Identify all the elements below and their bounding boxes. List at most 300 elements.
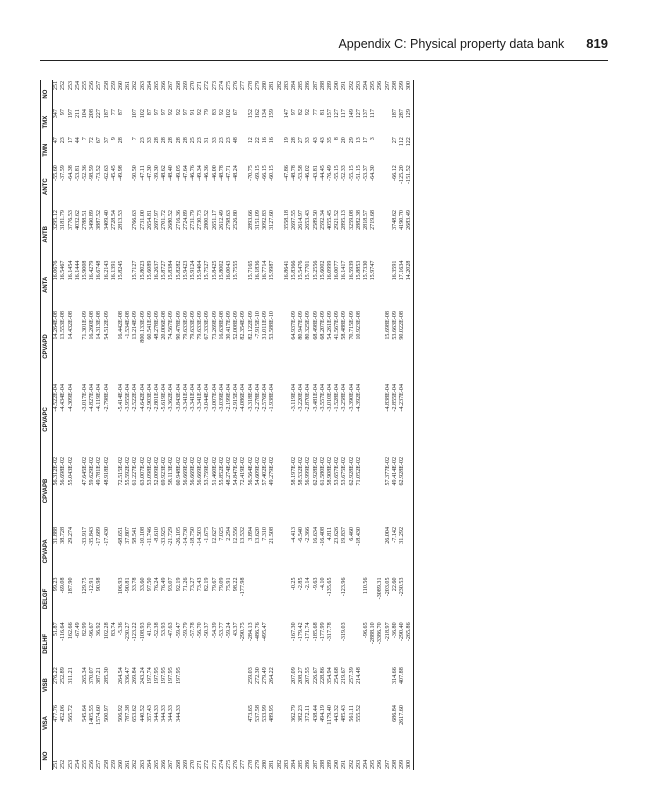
table-cell: 254 (74, 759, 81, 769)
table-cell: 29 (348, 137, 355, 144)
table-cell: 60.541E-09 (146, 311, 153, 340)
table-cell: 292 (348, 81, 355, 91)
table-cell: 77 (110, 109, 117, 116)
table-cell: 207.09 (290, 667, 297, 684)
table-cell (385, 209, 392, 259)
table-cell: 149 (348, 109, 355, 119)
table-cell: 12.556 (233, 527, 240, 544)
column-header: CPVAPA (43, 539, 49, 564)
table-cell: -47.71 (226, 165, 233, 181)
table-cell: 16.1836 (254, 260, 261, 281)
table-cell (284, 526, 291, 576)
table-cell: 2589.50 (312, 210, 319, 230)
table-cell: 16.638E-08 (218, 311, 225, 340)
table-cell: -48.78 (290, 165, 297, 181)
table-cell: 25 (190, 137, 197, 144)
table-cell: -4.522E-04 (53, 383, 60, 412)
table-cell: 23 (218, 137, 225, 144)
table-cell: 47 (53, 137, 60, 144)
table-cell: -52.36 (82, 165, 89, 181)
table-cell: -96.67 (89, 622, 96, 639)
table-cell: 372.11 (305, 705, 312, 722)
table-cell: 344.33 (175, 705, 182, 722)
table-cell: -8.610 (154, 527, 161, 543)
table-cell: -1.528E-04 (334, 383, 341, 412)
table-cell: -90.81 (125, 577, 132, 594)
table-cell (277, 260, 284, 310)
table-cell: 282 (276, 759, 283, 769)
table-cell: 28 (161, 137, 168, 144)
table-cell: 253 (67, 81, 74, 91)
table-cell: -16.408 (319, 527, 326, 546)
table-cell: 264.54 (118, 667, 125, 684)
table-cell (363, 666, 370, 704)
table-cell: -14.503 (197, 527, 204, 546)
column-header: VISB (43, 678, 49, 693)
table-cell (75, 576, 82, 621)
table-cell (75, 383, 82, 456)
table-cell: 268 (175, 759, 182, 769)
table-cell: 314.66 (391, 667, 398, 684)
table-cell: 259 (110, 759, 117, 769)
table-cell: 214.48 (355, 667, 362, 684)
table-cell (406, 704, 414, 742)
table-cell (219, 666, 226, 704)
table-cell: 2766.63 (132, 210, 139, 230)
table-cell: 2798.63 (226, 210, 233, 230)
table-cell: 58.113E-02 (168, 456, 175, 486)
table-cell: 122 (406, 137, 413, 147)
table-cell: -2.855E-04 (391, 383, 398, 412)
property-data-table (40, 80, 414, 770)
table-row (226, 80, 233, 770)
table-cell: -64.38 (67, 165, 74, 181)
table-cell: -98.59 (89, 165, 96, 181)
table-cell: 13.553E-08 (60, 311, 67, 340)
table-cell: 3151.09 (254, 210, 261, 230)
table-cell: -76.49 (326, 165, 333, 181)
table-cell: 82.19 (204, 577, 211, 592)
table-cell: -46.00 (211, 165, 218, 181)
table-cell: -4.086E-04 (240, 383, 247, 412)
table-cell: 7.310 (262, 527, 269, 541)
table-cell: 2818.57 (362, 210, 369, 230)
table-cell (334, 621, 341, 666)
table-cell: 3748.62 (391, 210, 398, 230)
table-cell: 27 (391, 137, 398, 144)
table-cell: 280 (262, 81, 269, 91)
table-cell: 274 (218, 81, 225, 91)
table-cell: -26.105 (175, 527, 182, 546)
table-cell: 129 (406, 109, 413, 119)
table-cell (356, 576, 363, 621)
table-cell: 13.620 (254, 527, 261, 544)
table-cell: 262 (132, 759, 139, 769)
table-cell: 296 (377, 81, 384, 91)
running-title: Appendix C: Physical property data bank (338, 37, 565, 51)
table-cell: -4.392E-04 (355, 383, 362, 412)
table-cell (277, 108, 284, 136)
table-cell: 56.312E-02 (53, 456, 60, 486)
table-cell: 251 (53, 759, 60, 769)
table-cell: 2614.97 (298, 210, 305, 230)
table-cell: -1.675 (204, 527, 211, 543)
table-cell: 258 (103, 81, 110, 91)
table-cell: -68.651 (118, 527, 125, 546)
table-cell: 49.414E-02 (391, 456, 398, 486)
table-cell (363, 456, 370, 526)
table-cell (385, 136, 392, 164)
table-cell: 62.928E-02 (312, 456, 319, 486)
table-cell: 67.333E-09 (204, 311, 211, 340)
table-cell: 489.95 (269, 705, 276, 722)
table-cell: 2719.68 (370, 210, 377, 230)
table-cell: 56.669E-02 (190, 456, 197, 486)
table-cell: 500.97 (103, 705, 110, 722)
table-cell: -66.15 (262, 165, 269, 181)
table-cell: 279.49 (262, 667, 269, 684)
table-cell: 97 (290, 109, 297, 116)
table-cell: 77 (312, 109, 319, 116)
table-cell: -1.938E-04 (269, 383, 276, 412)
table-cell: 282 (276, 81, 283, 91)
table-row (248, 80, 255, 770)
table-cell: 80.325E-09 (305, 311, 312, 340)
table-cell: 277 (240, 81, 247, 91)
table-cell: 56.698E-02 (60, 456, 67, 486)
table-cell: -60.15 (269, 165, 276, 181)
table-cell: 48.274E-02 (226, 456, 233, 486)
table-row (219, 80, 226, 770)
table-cell: 56.999E-02 (305, 456, 312, 486)
table-cell: 3 (370, 137, 377, 141)
table-cell: 252.89 (60, 667, 67, 684)
table-cell: 257.39 (348, 667, 355, 684)
table-cell: -125.20 (398, 165, 405, 184)
table-cell: 6.460 (348, 527, 355, 541)
table-cell: 110.56 (362, 577, 369, 595)
table-cell: -179.42 (298, 622, 305, 642)
table-cell: 14.264E-08 (53, 311, 60, 340)
table-cell: 13.532 (240, 527, 247, 544)
table-cell (377, 108, 384, 136)
table-cell: -55.60 (53, 165, 60, 181)
table-cell: -11.746 (146, 527, 153, 546)
table-cell (363, 704, 370, 742)
table-cell: 51.460E-02 (211, 456, 218, 486)
table-cell: 561.11 (348, 705, 355, 722)
table-cell: 47.645E-02 (82, 456, 89, 486)
table-cell: -284.13 (247, 622, 254, 642)
table-cell: 477.76 (53, 705, 60, 722)
table-row (399, 80, 406, 770)
table-frame (40, 80, 608, 770)
table-cell: 311.21 (67, 667, 74, 684)
table-cell (377, 136, 384, 164)
table-cell (406, 456, 414, 526)
table-cell: 73.269E-09 (211, 311, 218, 340)
table-cell: -3.955E-04 (125, 383, 132, 412)
table-cell: -51.15 (355, 165, 362, 181)
table-cell: 14.2028 (406, 260, 413, 281)
table-cell (363, 310, 370, 383)
table-cell: -230.27 (125, 622, 132, 642)
table-row (392, 80, 399, 770)
table-cell: -3.010E-04 (326, 383, 333, 412)
table-cell: 347 (53, 109, 60, 119)
table-cell: 2612.49 (218, 210, 225, 230)
table-cell: 265 (154, 81, 161, 91)
table-cell: 104 (82, 109, 89, 119)
table-cell: 269 (182, 759, 189, 769)
table-cell: -3.341E-04 (182, 383, 189, 412)
table-cell: 72.515E-02 (118, 456, 125, 486)
table-cell: 73.27 (190, 577, 197, 592)
table-cell: -3.362E-04 (168, 383, 175, 412)
table-cell: -59.24 (226, 622, 233, 639)
table-cell: 16.634 (312, 527, 319, 544)
table-cell (363, 526, 370, 576)
table-cell: 7 (82, 137, 89, 141)
table-cell: -135.65 (326, 577, 333, 597)
table-cell: 407.88 (398, 667, 405, 684)
table-cell: 82 (298, 109, 305, 116)
table-cell: 53.663E-09 (391, 311, 398, 340)
table-cell (111, 456, 118, 526)
table-cell: -6.540 (298, 527, 305, 543)
table-cell (370, 704, 377, 742)
table-cell (377, 383, 384, 456)
table-cell (75, 526, 82, 576)
table-cell: 79.633E-09 (197, 311, 204, 340)
table-cell: 13.214E-09 (132, 311, 139, 340)
table-cell (356, 621, 363, 666)
table-cell: 15.698E-08 (384, 311, 391, 340)
table-cell: 15.7527 (204, 260, 211, 281)
table-cell: 370.07 (89, 667, 96, 684)
table-cell: -2.798E-04 (103, 383, 110, 412)
table-cell: 382.23 (298, 705, 305, 722)
table-cell: 438.44 (312, 705, 319, 722)
table-cell: 362.79 (290, 705, 297, 722)
table-row (291, 80, 298, 770)
table-cell: 53.675E-02 (341, 456, 348, 486)
table-cell (377, 310, 384, 383)
table-cell: 64.937E-09 (290, 311, 297, 340)
table-cell: 2800.52 (204, 210, 211, 230)
table-cell: 286 (305, 81, 312, 91)
table-cell: 20.006E-08 (161, 311, 168, 340)
table-cell: 137 (362, 109, 369, 119)
table-cell: -3.007E-04 (211, 383, 218, 412)
table-cell: 48.278E-09 (154, 311, 161, 340)
table-cell: 344.33 (154, 705, 161, 722)
table-cell: 295 (370, 81, 377, 91)
table-cell: 26.004 (384, 527, 391, 544)
table-cell: -3.390E-04 (348, 383, 355, 412)
table-cell: 15.7701 (305, 260, 312, 281)
table-row (82, 80, 89, 770)
table-cell: 299 (398, 81, 405, 91)
table-cell: 97 (161, 109, 168, 116)
table-cell: 28 (175, 137, 182, 144)
table-cell: 267 (168, 81, 175, 91)
table-cell: 253 (67, 759, 74, 769)
table-cell (104, 576, 111, 621)
table-cell: 787.38 (125, 705, 132, 722)
table-cell: -59.47 (175, 622, 182, 639)
table-cell: 279 (254, 759, 261, 769)
table-cell: 74.567E-09 (168, 311, 175, 340)
table-cell: -53.58 (298, 165, 305, 181)
running-header (40, 36, 608, 56)
table-cell: 15.8282 (175, 260, 182, 281)
table-cell: -2888.10 (370, 622, 377, 645)
table-cell: -5.414E-04 (118, 383, 125, 412)
table-cell: 127 (334, 109, 341, 119)
table-cell: 71.26 (182, 577, 189, 592)
column-header: VISA (43, 716, 49, 731)
table-cell (75, 704, 82, 742)
table-cell (277, 666, 284, 704)
table-cell: 537.58 (254, 705, 261, 722)
table-cell: 261 (125, 81, 132, 91)
table-cell: 23 (226, 137, 233, 144)
table-cell: 57.377E-02 (384, 456, 391, 486)
table-cell: -230.53 (398, 577, 405, 597)
table-cell: 7 (132, 137, 139, 141)
table-cell: -2.85 (298, 577, 305, 591)
table-cell: 266 (161, 759, 168, 769)
table-cell: 162.66 (67, 622, 74, 640)
table-cell: 288 (319, 759, 326, 769)
table-cell: 271 (197, 759, 204, 769)
table-cell: 287 (312, 81, 319, 91)
table-cell (284, 456, 291, 526)
table-cell: 686.84 (391, 705, 398, 722)
table-cell: -49.34 (197, 165, 204, 181)
table-cell: 252 (60, 759, 67, 769)
table-cell: 187 (391, 109, 398, 119)
table-cell (219, 704, 226, 742)
table-cell: 28 (154, 137, 161, 144)
table-cell: 58.488E-09 (341, 311, 348, 340)
table-cell: 56.669E-02 (182, 456, 189, 486)
table-cell: 208.27 (298, 667, 305, 684)
table-cell: 265 (154, 759, 161, 769)
table-cell: 31.011E-09 (262, 311, 269, 340)
table-cell: 53.588E-10 (269, 311, 276, 340)
table-cell: -203.05 (384, 577, 391, 597)
table-cell: -177.98 (240, 577, 247, 597)
table-cell: 14.313E-08 (96, 311, 103, 340)
table-row (240, 80, 247, 770)
table-cell: 2731.79 (190, 210, 197, 230)
table-cell: -47.30 (146, 165, 153, 181)
table-cell: -47.11 (139, 165, 146, 181)
table-cell: 97 (182, 109, 189, 116)
table-row (356, 80, 363, 770)
table-cell: 260 (118, 759, 125, 769)
column-header: CPVAPB (43, 478, 49, 504)
table-cell: 15.9423 (182, 260, 189, 281)
table-cell: 344.33 (168, 705, 175, 722)
table-cell: 280 (262, 759, 269, 769)
table-cell: 3409.40 (103, 210, 110, 230)
table-row (68, 80, 75, 770)
table-cell: 16.0999 (326, 260, 333, 281)
table-cell: -33.925 (161, 527, 168, 546)
table-row (118, 80, 125, 770)
table-cell: -3.557E-04 (319, 383, 326, 412)
table-cell: 112 (398, 137, 405, 147)
table-cell: 269 (182, 81, 189, 91)
table-cell: 16.6748 (96, 260, 103, 281)
table-cell (212, 666, 219, 704)
table-cell: 290 (334, 759, 341, 769)
table-cell: 19 (283, 137, 290, 144)
table-cell: 157 (326, 109, 333, 119)
table-row (111, 80, 118, 770)
table-cell (370, 383, 377, 456)
table-row (255, 80, 262, 770)
table-row (190, 80, 197, 770)
table-cell (111, 310, 118, 383)
table-cell: 275 (226, 81, 233, 91)
table-cell: -3.039E-04 (218, 383, 225, 412)
table-cell: -3.017E-04 (82, 383, 89, 412)
table-cell: 91 (190, 109, 197, 116)
table-cell (111, 666, 118, 704)
table-cell: 279 (254, 81, 261, 91)
table-cell: -12.91 (89, 577, 96, 594)
table-cell: 197.95 (175, 667, 182, 684)
table-cell: 162 (254, 109, 261, 119)
table-cell: 15.9124 (190, 260, 197, 281)
table-cell: 243.24 (139, 667, 146, 684)
table-cell: -44.45 (319, 165, 326, 181)
table-cell: 17.1634 (398, 260, 405, 281)
table-cell: 565.72 (67, 705, 74, 722)
table-cell: 15.8727 (161, 260, 168, 281)
table-cell: 53.098E-02 (146, 456, 153, 486)
table-cell: 58.908E-02 (326, 456, 333, 486)
table-row (96, 80, 103, 770)
rotated-table-container (40, 80, 608, 770)
table-cell: 2882.38 (355, 210, 362, 230)
table-cell: 297 (384, 759, 391, 769)
table-cell: 31.888 (53, 527, 60, 544)
table-cell: 2526.80 (233, 210, 240, 230)
table-cell: 16 (269, 137, 276, 144)
table-cell: 16 (262, 137, 269, 144)
table-cell: -53.37 (362, 165, 369, 181)
table-cell: 23.626 (334, 527, 341, 544)
table-row (341, 80, 348, 770)
table-cell (334, 576, 341, 621)
table-cell: 107 (132, 109, 139, 119)
table-cell (204, 704, 211, 742)
table-cell: -50.50 (132, 165, 139, 181)
table-cell: 72 (89, 137, 96, 144)
table-cell: -2.366 (305, 527, 312, 543)
table-cell: 4190.70 (398, 210, 405, 230)
table-row (349, 80, 356, 770)
table-cell: 299 (398, 759, 405, 769)
table-cell: -17.689 (96, 527, 103, 546)
table-cell: 54.512E-09 (103, 311, 110, 340)
table-cell (190, 704, 197, 742)
